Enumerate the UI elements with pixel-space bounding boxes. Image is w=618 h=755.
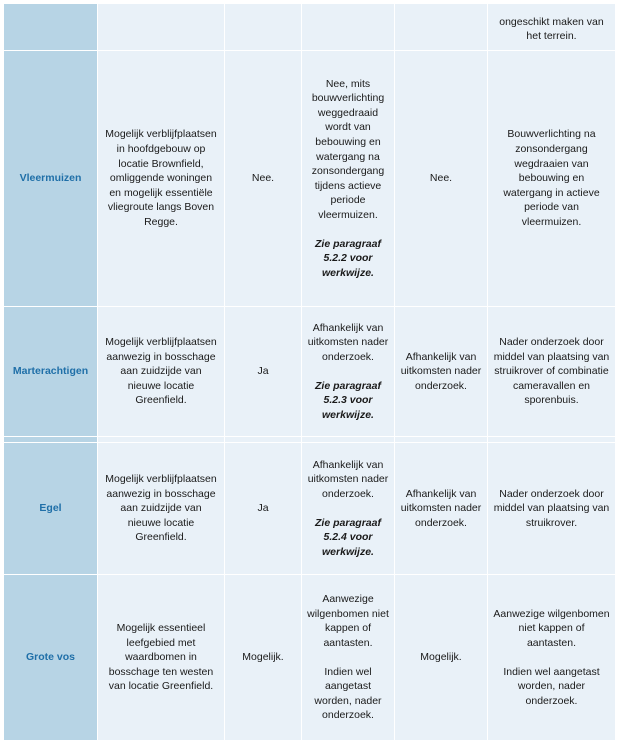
- advice-cell: Nader onderzoek door middel van plaatsing van struikrover.: [488, 443, 616, 575]
- measures-text: Afhankelijk van uitkomsten nader onderzoek.: [307, 458, 389, 500]
- measures-text: Nee, mits bouwverlichting weggedraaid wordt van bebouwing en watergang na zonsondergang tijdens actieve periode vleermuizen.: [311, 77, 385, 221]
- permit-cell: Afhankelijk van uitkomsten nader onderzoek.: [395, 443, 488, 575]
- species-assessment-table: [3, 3, 616, 741]
- measures-text: Aanwezige wilgenbomen niet kappen of aantasten.: [307, 593, 389, 649]
- species-cell: Marterachtigen: [4, 307, 98, 437]
- table-row: [4, 51, 616, 307]
- permit-cell: Mogelijk.: [395, 575, 488, 741]
- permit-cell: Afhankelijk van uitkomsten nader onderzoek.: [395, 307, 488, 437]
- advice-cell: [488, 575, 616, 741]
- measures-cell: [302, 443, 395, 575]
- measures-text-2: Indien wel aangetast worden, nader onderzoek.: [314, 665, 382, 722]
- measures-text: Afhankelijk van uitkomsten nader onderzoek.: [307, 321, 389, 363]
- advice-text: Aanwezige wilgenbomen niet kappen of aantasten.: [493, 607, 610, 649]
- presence-cell: Mogelijk verblijfplaatsen aanwezig in bosschage aan zuidzijde van nieuwe locatie Greenfield.: [98, 443, 225, 575]
- advice-text-2: Indien wel aangetast worden, nader onderzoek.: [503, 665, 600, 707]
- permit-cell: Nee.: [395, 51, 488, 307]
- measures-cell: [302, 575, 395, 741]
- measures-cell: [302, 4, 395, 51]
- species-cell: Grote vos: [4, 575, 98, 741]
- table-row: [4, 307, 616, 437]
- advice-cell: Bouwverlichting na zonsondergang wegdraaien van bebouwing en watergang in actieve periode van vleermuizen.: [488, 51, 616, 307]
- presence-cell: Mogelijk essentieel leefgebied met waardbomen in bosschage ten westen van locatie Greenfield.: [98, 575, 225, 741]
- measures-cell: [302, 307, 395, 437]
- relevant-cell: Nee.: [225, 51, 302, 307]
- table-row: [4, 4, 616, 51]
- species-cell: Vleermuizen: [4, 51, 98, 307]
- presence-cell: Mogelijk verblijfplaatsen in hoofdgebouw op locatie Brownfield, omliggende woningen en mogelijk essentiële vliegroute langs Boven Regge.: [98, 51, 225, 307]
- advice-cell: Nader onderzoek door middel van plaatsing van struikrover of combinatie cameravallen en sporenbuis.: [488, 307, 616, 437]
- permit-cell: [395, 4, 488, 51]
- species-cell: [4, 4, 98, 51]
- relevant-cell: [225, 4, 302, 51]
- measures-cell: [302, 51, 395, 307]
- relevant-cell: Mogelijk.: [225, 575, 302, 741]
- measures-reference: Zie paragraaf 5.2.4 voor werkwijze.: [315, 516, 381, 558]
- species-cell: Egel: [4, 443, 98, 575]
- table-row: [4, 575, 616, 741]
- measures-reference: Zie paragraaf 5.2.2 voor werkwijze.: [315, 237, 381, 279]
- advice-cell: ongeschikt maken van het terrein.: [488, 4, 616, 51]
- relevant-cell: Ja: [225, 443, 302, 575]
- measures-reference: Zie paragraaf 5.2.3 voor werkwijze.: [315, 379, 381, 421]
- relevant-cell: Ja: [225, 307, 302, 437]
- presence-cell: [98, 4, 225, 51]
- table-row: [4, 443, 616, 575]
- presence-cell: Mogelijk verblijfplaatsen aanwezig in bosschage aan zuidzijde van nieuwe locatie Greenfield.: [98, 307, 225, 437]
